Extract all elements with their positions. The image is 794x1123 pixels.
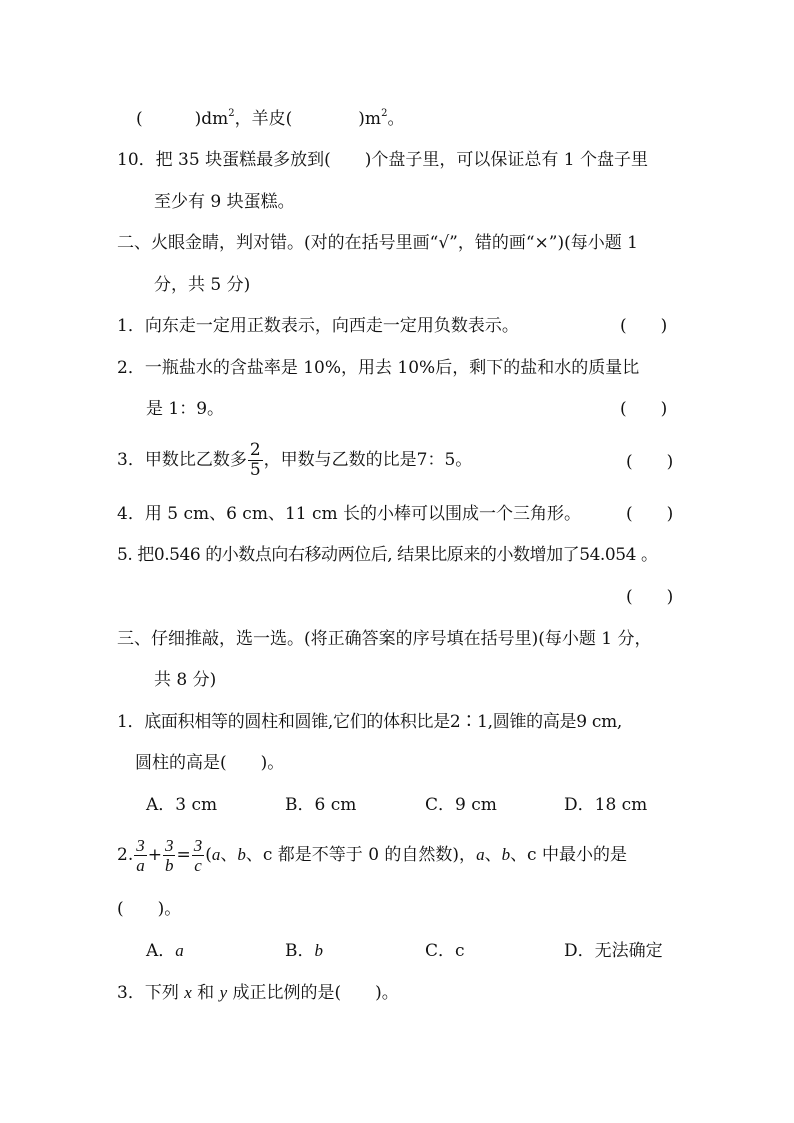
variable-y: y (219, 983, 228, 1002)
variable-a: a (476, 845, 485, 864)
s2-item3-line (117, 437, 472, 483)
variable-b: b (314, 941, 323, 960)
section3-header-line1: 三、仔细推敲，选一选。(将正确答案的序号填在括号里)(每小题 1 分， (117, 629, 652, 649)
s2-item3-bracket: ( ) (626, 452, 674, 472)
s2-item1-text: 1．向东走一定用正数表示，向西走一定用负数表示。 (117, 316, 519, 336)
q9-tail-line (136, 107, 404, 131)
fraction-numerator: 3 (164, 836, 174, 855)
variable-b: b (237, 845, 246, 864)
fraction-2-5 (248, 441, 263, 480)
q3-mid: 和 (191, 983, 220, 1003)
s2-item4-text: 4．用 5 cm、6 cm、11 cm 长的小棒可以围成一个三角形。 (117, 504, 582, 524)
s3-q1-line1: 1．底面积相等的圆柱和圆锥,它们的体积比是2∶1,圆锥的高是9 cm, (117, 712, 623, 732)
variable-b: b (501, 845, 511, 864)
s3-q2-option-b (285, 939, 323, 963)
s3-q2-option-a (146, 939, 184, 963)
equals-sign: = (176, 845, 191, 865)
s3-q1-option-c: C．9 cm (425, 795, 497, 815)
s2-item3-suffix: ，甲数与乙数的比是7：5。 (263, 450, 473, 470)
s3-q2-option-d: D．无法确定 (564, 941, 663, 961)
q3-prefix: 3．下列 (117, 983, 185, 1003)
plus-sign: + (147, 845, 162, 865)
separator: 、 (220, 845, 238, 865)
q10-line2: 至少有 9 块蛋糕。 (154, 192, 295, 212)
s2-item5-text: 5. 把0.546 的小数点向右移动两位后, 结果比原来的小数增加了54.054 。 (117, 545, 658, 565)
variable-x: x (184, 983, 192, 1002)
s2-item4-bracket: ( ) (626, 504, 674, 524)
fraction-denominator: 5 (249, 460, 261, 480)
s3-q1-line2: 圆柱的高是( )。 (135, 753, 285, 773)
s3-q3-line (117, 981, 399, 1005)
fraction-denominator: b (164, 856, 174, 875)
section2-header-line1: 二、火眼金睛，判对错。(对的在括号里画“√”，错的画“×”)(每小题 1 (117, 233, 638, 253)
s3-q1-option-d: D．18 cm (564, 795, 648, 815)
fraction-denominator: a (136, 856, 145, 875)
separator: 、 (484, 845, 502, 865)
s2-item2-bracket: ( ) (620, 399, 668, 419)
s3-q2-line2: ( )。 (117, 899, 182, 919)
s2-item2-text2: 是 1：9。 (146, 399, 225, 419)
q9-sup-m: 2 (381, 108, 388, 119)
q9-open-bracket: ( (136, 109, 143, 129)
option-label: B． (285, 941, 315, 961)
variable-a: a (175, 941, 184, 960)
fraction-numerator: 3 (193, 836, 203, 855)
question-text: 、c 中最小的是 (510, 845, 627, 865)
q3-post: 成正比例的是( )。 (227, 983, 399, 1003)
section3-header-line2: 共 8 分) (154, 670, 217, 690)
s2-item1-bracket: ( ) (620, 316, 668, 336)
fraction-denominator: c (194, 856, 202, 875)
q9-unit-dm: )dm (194, 109, 229, 129)
s3-q2-number: 2. (117, 845, 134, 865)
q9-mid-text: ，羊皮( (234, 109, 293, 129)
s3-q1-option-a: A．3 cm (146, 795, 218, 815)
q10-line1: 10．把 35 块蛋糕最多放到( )个盘子里，可以保证总有 1 个盘子里 (117, 150, 648, 170)
s2-item3-prefix: 3．甲数比乙数多 (117, 450, 247, 470)
q9-unit-m: )m (358, 109, 382, 129)
fraction-numerator: 2 (249, 440, 261, 460)
fraction-3-b (163, 836, 176, 875)
q9-end: 。 (387, 109, 405, 129)
s2-item2-text: 2．一瓶盐水的含盐率是 10%，用去 10%后，剩下的盐和水的质量比 (117, 358, 640, 378)
section2-header-line2: 分，共 5 分) (154, 275, 251, 295)
fraction-3-a (134, 836, 147, 875)
fraction-numerator: 3 (136, 836, 145, 855)
s2-item5-bracket: ( ) (626, 587, 674, 607)
open-paren: ( (205, 845, 212, 865)
variable-a: a (211, 845, 221, 864)
option-label: A． (146, 941, 176, 961)
s3-q1-option-b: B．6 cm (285, 795, 357, 815)
fraction-3-c (192, 836, 205, 875)
q9-sup-dm: 2 (228, 108, 235, 119)
s3-q2-option-c: C．c (425, 941, 465, 961)
condition-text: 、c 都是不等于 0 的自然数)， (245, 845, 477, 865)
s3-q2-line1 (117, 832, 627, 878)
